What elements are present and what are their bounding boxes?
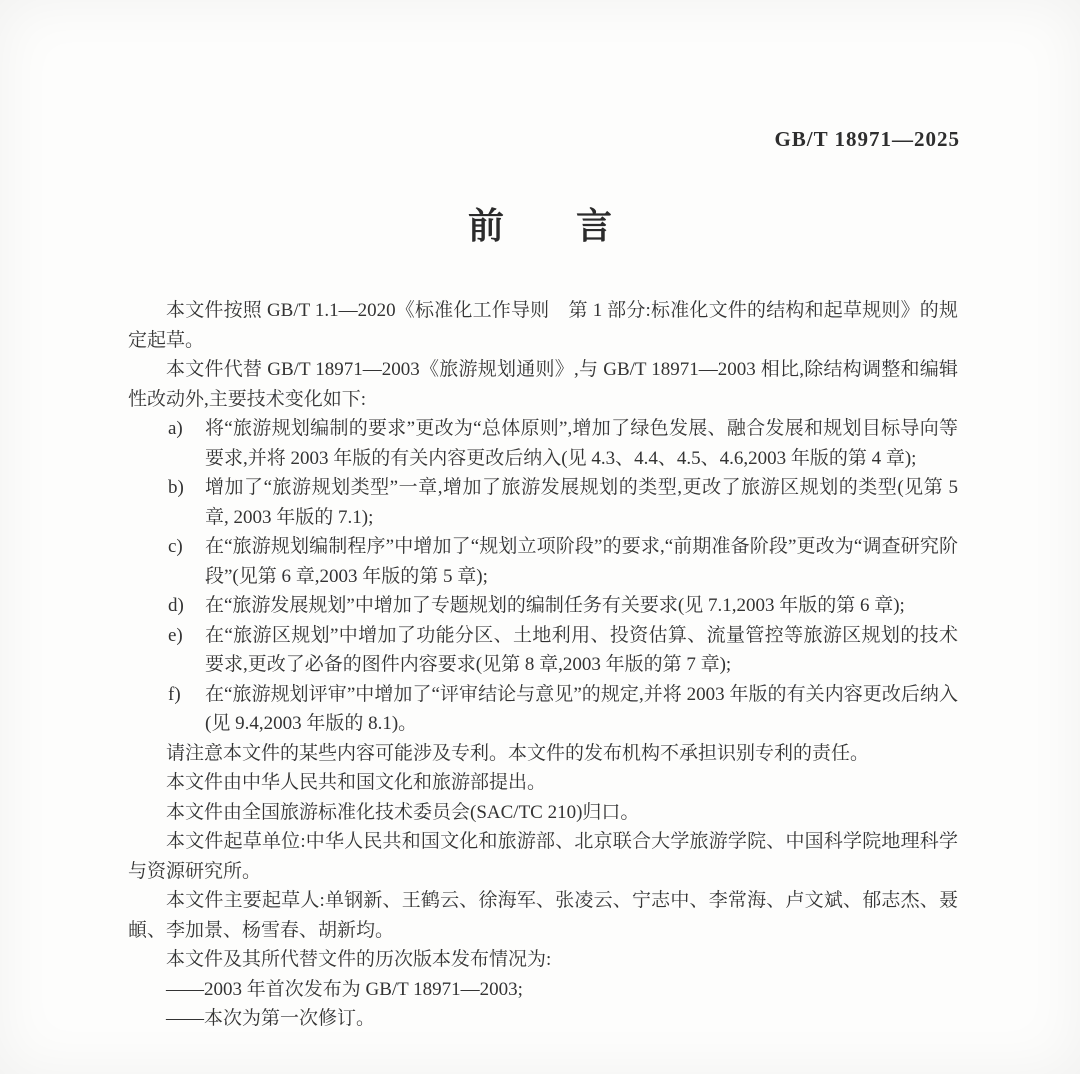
change-item-f-label: f) xyxy=(168,683,181,705)
para-patent-notice: 请注意本文件的某些内容可能涉及专利。本文件的发布机构不承担识别专利的责任。 xyxy=(166,742,870,764)
change-item-d-label: d) xyxy=(168,595,184,616)
change-item-a xyxy=(168,414,958,473)
para-drafting-organizations: 本文件起草单位:中华人民共和国文化和旅游部、北京联合大学旅游学院、中国科学院地理科学与资源研究所。 xyxy=(128,831,958,882)
para-proposed-by: 本文件由中华人民共和国文化和旅游部提出。 xyxy=(166,772,547,793)
para-chief-drafters: 本文件主要起草人:单钢新、王鹤云、徐海军、张凌云、宁志中、李常海、卢文斌、郁志杰、聂頔、李加景、杨雪春、胡新均。 xyxy=(128,890,958,941)
page-header xyxy=(0,0,1080,152)
history-entry-first-release: ——2003 年首次发布为 GB/T 18971—2003; xyxy=(166,978,523,1000)
page-title: 前 言 xyxy=(467,205,612,246)
change-item-f xyxy=(168,680,958,739)
change-item-a-label: a) xyxy=(168,418,183,439)
document-body xyxy=(0,249,1080,1034)
change-item-e-text: 在“旅游区规划”中增加了功能分区、土地利用、投资估算、流量管控等旅游区规划的技术要求,更改了必备的图件内容要求(见第 8 章,2003 年版的第 7 章); xyxy=(205,624,958,675)
change-item-c-label: c) xyxy=(168,536,183,557)
change-item-e-label: e) xyxy=(168,624,183,646)
change-item-c-text: 在“旅游规划编制程序”中增加了“规划立项阶段”的要求,“前期准备阶段”更改为“调查研究阶段”(见第 6 章,2003 年版的第 5 章); xyxy=(205,536,958,587)
history-entry-first-revision: ——本次为第一次修订。 xyxy=(166,1008,376,1029)
change-item-e xyxy=(168,621,958,680)
change-item-b xyxy=(168,473,958,532)
para-centralized-by: 本文件由全国旅游标准化技术委员会(SAC/TC 210)归口。 xyxy=(166,801,640,823)
change-item-a-text: 将“旅游规划编制的要求”更改为“总体原则”,增加了绿色发展、融合发展和规划目标导向等要求,并将 2003 年版的有关内容更改后纳入(见 4.3、4.4、4.5、4.6,2003 年版的第 4 章); xyxy=(205,418,958,469)
para-history-intro: 本文件及其所代替文件的历次版本发布情况为: xyxy=(166,949,552,970)
change-item-c xyxy=(168,532,958,591)
change-item-b-label: b) xyxy=(168,477,184,498)
change-item-d-text: 在“旅游发展规划”中增加了专题规划的编制任务有关要求(见 7.1,2003 年版的第 6 章); xyxy=(205,595,905,616)
change-list xyxy=(128,414,958,739)
para-replacement: 本文件代替 GB/T 18971—2003《旅游规划通则》,与 GB/T 18971—2003 相比,除结构调整和编辑性改动外,主要技术变化如下: xyxy=(128,359,958,410)
para-drafting-basis: 本文件按照 GB/T 1.1—2020《标准化工作导则 第 1 部分:标准化文件的结构和起草规则》的规定起草。 xyxy=(128,300,958,351)
change-item-b-text: 增加了“旅游规划类型”一章,增加了旅游发展规划的类型,更改了旅游区规划的类型(见第 5 章, 2003 年版的 7.1); xyxy=(205,477,958,528)
change-item-f-text: 在“旅游规划评审”中增加了“评审结论与意见”的规定,并将 2003 年版的有关内容更改后纳入(见 9.4,2003 年版的 8.1)。 xyxy=(205,683,958,734)
change-item-d xyxy=(168,591,958,621)
standard-number: GB/T 18971—2025 xyxy=(774,127,960,151)
